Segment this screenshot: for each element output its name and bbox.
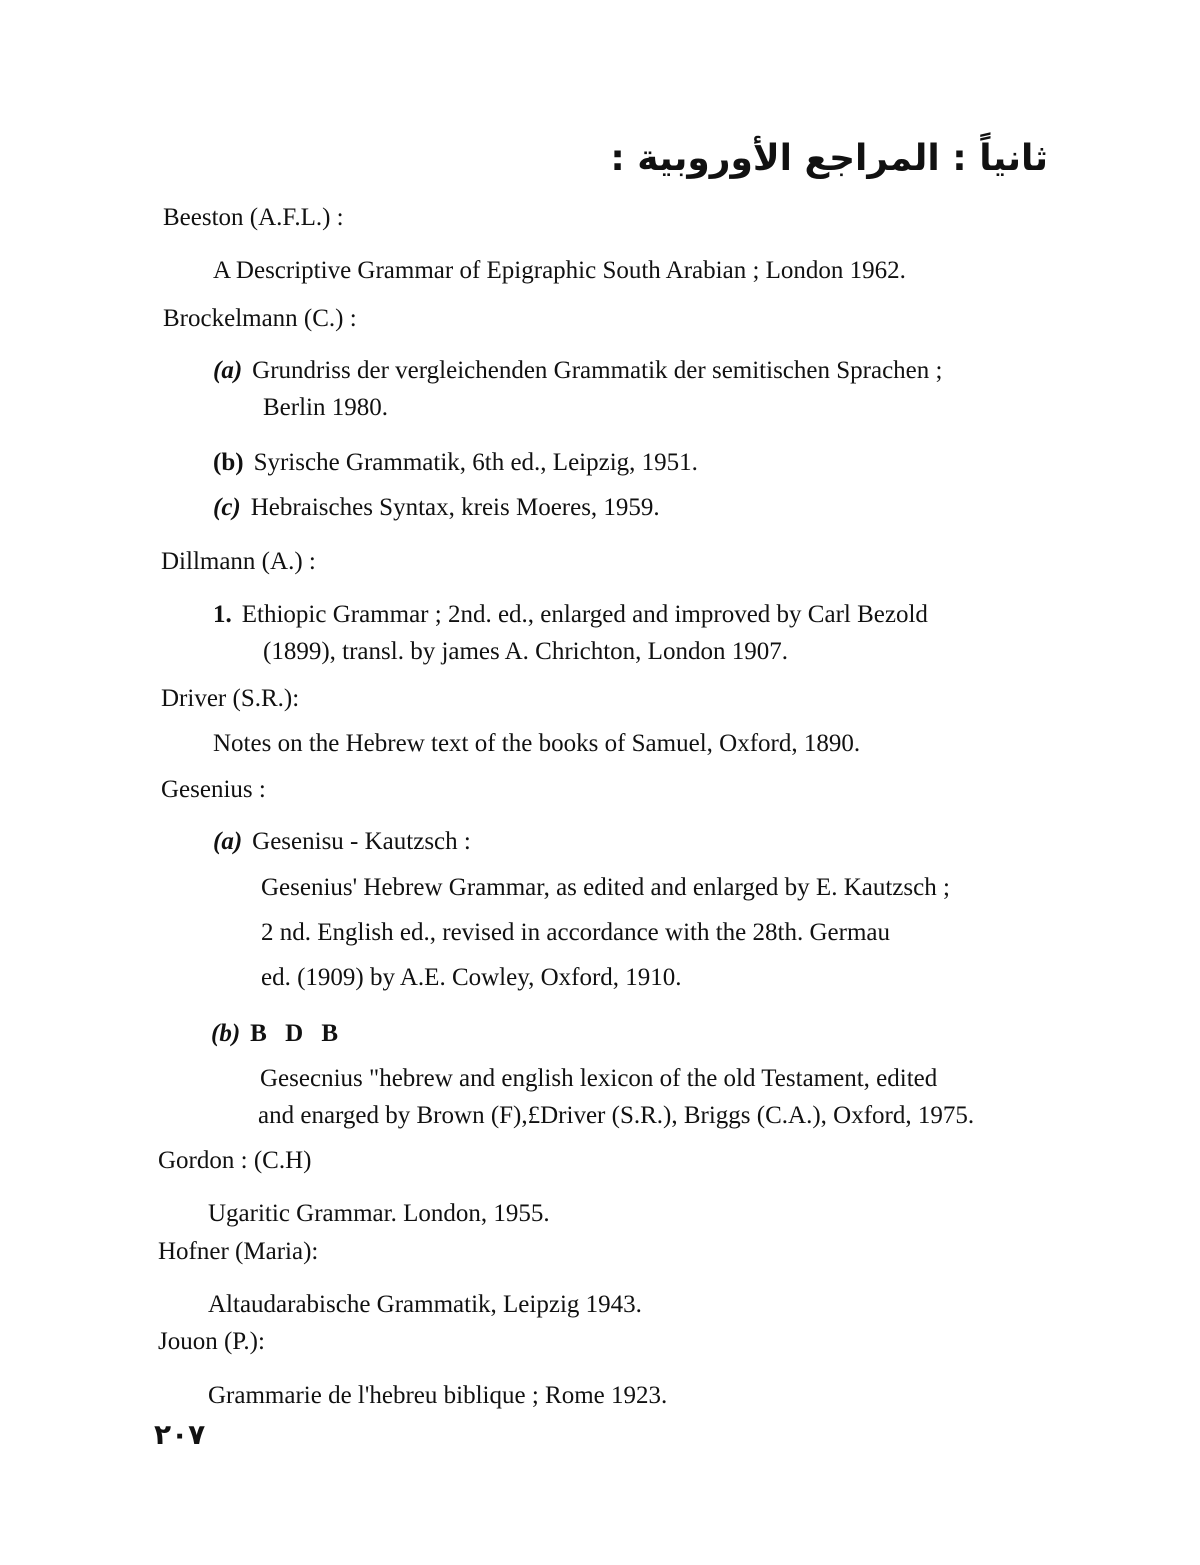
author-gesenius: Gesenius : [161, 776, 266, 803]
item-marker: (c) [213, 494, 241, 521]
entry-line: Berlin 1980. [263, 394, 388, 421]
item-marker: (b) [213, 449, 244, 476]
author-dillmann: Dillmann (A.) : [161, 548, 316, 575]
item-title: Gesenisu - Kautzsch : [252, 828, 471, 855]
entry-driver-line-1: Notes on the Hebrew text of the books of Samuel, Oxford, 1890. [213, 730, 861, 757]
list-item [213, 357, 942, 385]
item-marker: (a) [213, 828, 243, 855]
item-title: B D B [250, 1020, 345, 1047]
section-heading: ثانياً : المراجع الأوروبية : [610, 138, 1048, 179]
entry-line: and enarged by Brown (F),£Driver (S.R.), Briggs (C.A.), Oxford, 1975. [258, 1102, 975, 1129]
author-beeston: Beeston (A.F.L.) : [163, 204, 344, 231]
entry-line: Gesenius' Hebrew Grammar, as edited and enlarged by E. Kautzsch ; [261, 874, 950, 901]
list-item [213, 601, 928, 629]
list-item [213, 828, 471, 856]
entry-jouon-line-1: Grammarie de l'hebreu biblique ; Rome 1923. [208, 1382, 668, 1409]
entry-line: Grundriss der vergleichenden Grammatik der semitischen Sprachen ; [252, 357, 943, 384]
entry-line: ed. (1909) by A.E. Cowley, Oxford, 1910. [261, 964, 682, 991]
author-driver: Driver (S.R.): [161, 685, 300, 712]
entry-line: Syrische Grammatik, 6th ed., Leipzig, 1951. [253, 449, 698, 476]
entry-line: Hebraisches Syntax, kreis Moeres, 1959. [250, 494, 660, 521]
entry-line: 2 nd. English ed., revised in accordance with the 28th. Germau [261, 919, 890, 946]
item-marker: (a) [213, 357, 243, 384]
entry-line: (1899), transl. by james A. Chrichton, London 1907. [263, 638, 788, 665]
entry-hofner-line-1: Altaudarabische Grammatik, Leipzig 1943. [208, 1291, 642, 1318]
list-item [213, 449, 698, 477]
author-brockelmann: Brockelmann (C.) : [163, 305, 357, 332]
author-jouon: Jouon (P.): [158, 1328, 265, 1355]
item-marker: 1. [213, 601, 232, 628]
entry-gordon-line-1: Ugaritic Grammar. London, 1955. [208, 1200, 550, 1227]
list-item [211, 1020, 344, 1048]
author-hofner: Hofner (Maria): [158, 1238, 319, 1265]
page-number: ٢٠٧ [154, 1418, 206, 1451]
entry-beeston-line-1: A Descriptive Grammar of Epigraphic South Arabian ; London 1962. [213, 257, 906, 284]
list-item [213, 494, 660, 522]
item-marker: (b) [211, 1020, 241, 1047]
entry-line: Ethiopic Grammar ; 2nd. ed., enlarged and improved by Carl Bezold [241, 601, 928, 628]
entry-line: Gesecnius "hebrew and english lexicon of the old Testament, edited [260, 1065, 938, 1092]
author-gordon: Gordon : (C.H) [158, 1147, 312, 1174]
